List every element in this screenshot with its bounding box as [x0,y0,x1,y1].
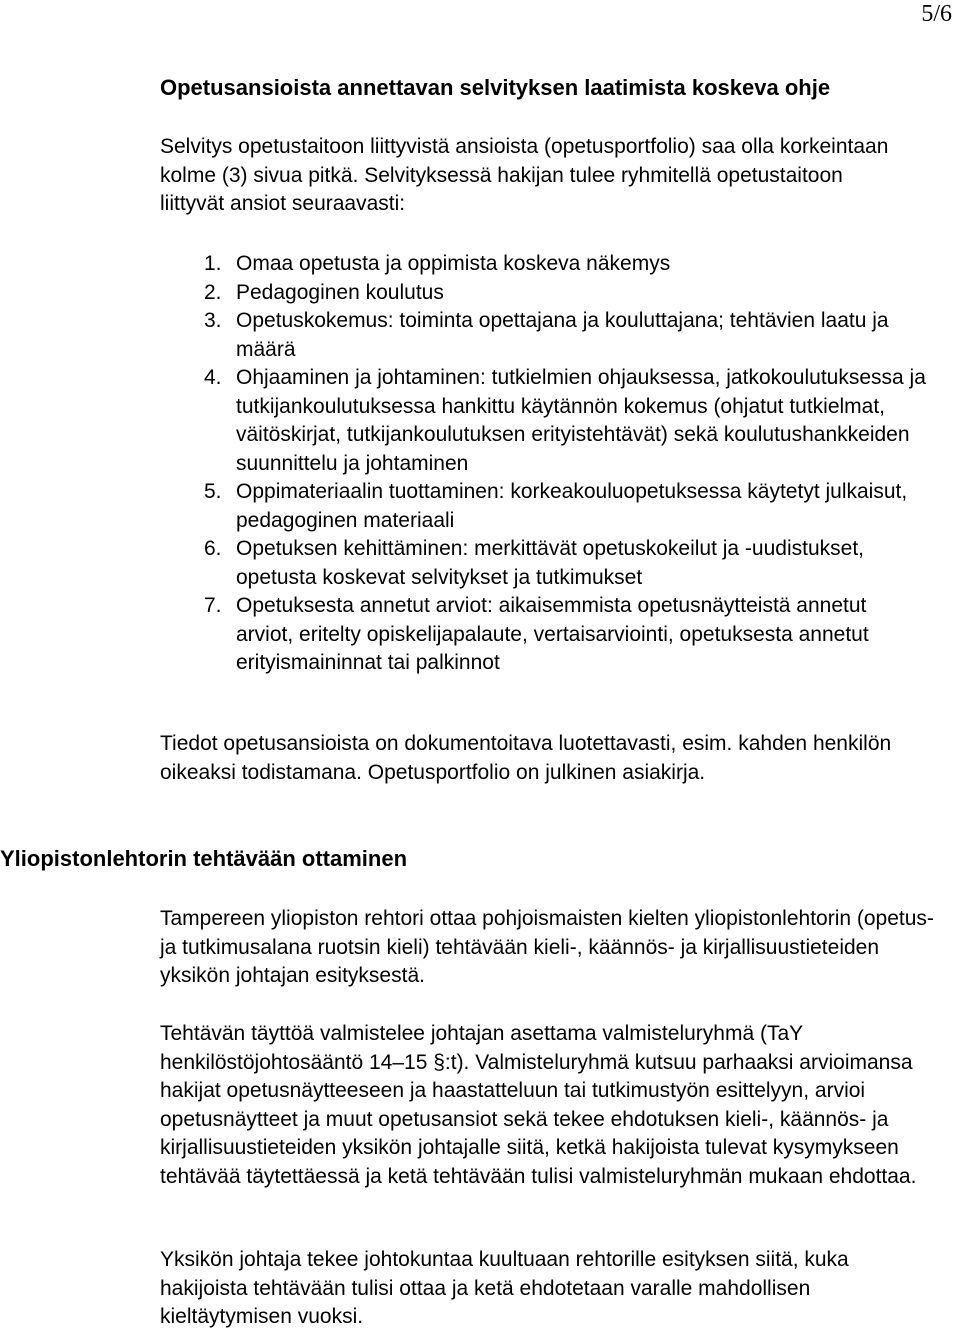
page-number: 5/6 [921,1,952,27]
list-item-number: 1. [204,252,222,275]
list-item-number: 4. [204,366,222,389]
section-title-lecturer-appointment: Yliopistonlehtorin tehtävään ottaminen [0,846,408,871]
list-item [160,307,950,364]
closing-paragraph: Tiedot opetusansioista on dokumentoitava luotettavasti, esim. kahden henkilön oikeaksi todistamana. Opetusportfolio on julkinen asiakirja. [160,732,892,784]
intro-paragraph: Selvitys opetustaitoon liittyvistä ansioista (opetusportfolio) saa olla korkeintaan kolme (3) sivua pitkä. Selvityksessä hakijan tulee ryhmitellä opetustaitoon liittyvät ansiot seuraavasti: [160,135,889,215]
appointment-paragraph: Tampereen yliopiston rehtori ottaa pohjoismaisten kielten yliopistonlehtorin (opetus- ja tutkimusalana ruotsin kieli) tehtävään kieli-, käännös- ja kirjallisuustieteiden yksikön johtajan esityksestä. [160,907,934,987]
list-item-number: 7. [204,594,222,617]
list-item [160,279,950,308]
list-item-text: Opetuskokemus: toiminta opettajana ja kouluttajana; tehtävien laatu ja määrä [236,309,889,361]
list-item-text: Opetuksen kehittäminen: merkittävät opetuskokeilut ja -uudistukset, opetusta koskevat selvitykset ja tutkimukset [236,537,864,589]
list-item-text: Opetuksesta annetut arviot: aikaisemmista opetusnäytteistä annetut arviot, eritelty opiskelijapalaute, vertaisarviointi, opetuksesta annetut erityismaininnat tai palkinnot [236,594,869,674]
preparation-paragraph: Tehtävän täyttöä valmistelee johtajan asettama valmisteluryhmä (TaY henkilöstöjohtosääntö 14–15 §:t). Valmisteluryhmä kutsuu parhaaksi arvioimansa hakijat opetusnäytteeseen ja haastatteluun tai tutkimustyön esittelyyn, arvioi opetusnäytteet ja muut opetusansiot sekä tekee ehdotuksen kieli-, käännös- ja kirjallisuustieteiden yksikön johtajalle siitä, ketkä hakijoista tulevat kysymykseen tehtävää täytettäessä ja ketä tehtävään tulisi valmisteluryhmän mukaan ehdottaa. [160,1022,917,1188]
list-item-number: 6. [204,537,222,560]
director-proposal-paragraph: Yksikön johtaja tekee johtokuntaa kuultuaan rehtorille esityksen siitä, kuka hakijoista tehtävään tulisi ottaa ja ketä ehdotetaan varalle mahdollisen kieltäytymisen vuoksi. [160,1248,849,1328]
list-item [160,592,950,678]
list-item [160,478,950,535]
merit-categories-list [160,250,950,678]
section-title-teaching-merits: Opetusansioista annettavan selvityksen laatimista koskeva ohje [160,75,831,100]
list-item-text: Pedagoginen koulutus [236,280,444,304]
list-item-number: 2. [204,280,222,304]
list-item-text: Omaa opetusta ja oppimista koskeva näkemys [236,252,671,275]
list-item-text: Oppimateriaalin tuottaminen: korkeakouluopetuksessa käytetyt julkaisut, pedagoginen materiaali [236,480,908,532]
list-item [160,535,950,592]
list-item [160,364,950,478]
list-item-text: Ohjaaminen ja johtaminen: tutkielmien ohjauksessa, jatkokoulutuksessa ja tutkijankoulutuksessa hankittu käytännön kokemus (ohjatut tutkielmat, väitöskirjat, tutkijankoulutuksen erityistehtävät) sekä koulutushankkeiden suunnittelu ja johtaminen [236,366,926,475]
list-item [160,250,950,279]
list-item-number: 5. [204,480,222,503]
list-item-number: 3. [204,309,222,332]
